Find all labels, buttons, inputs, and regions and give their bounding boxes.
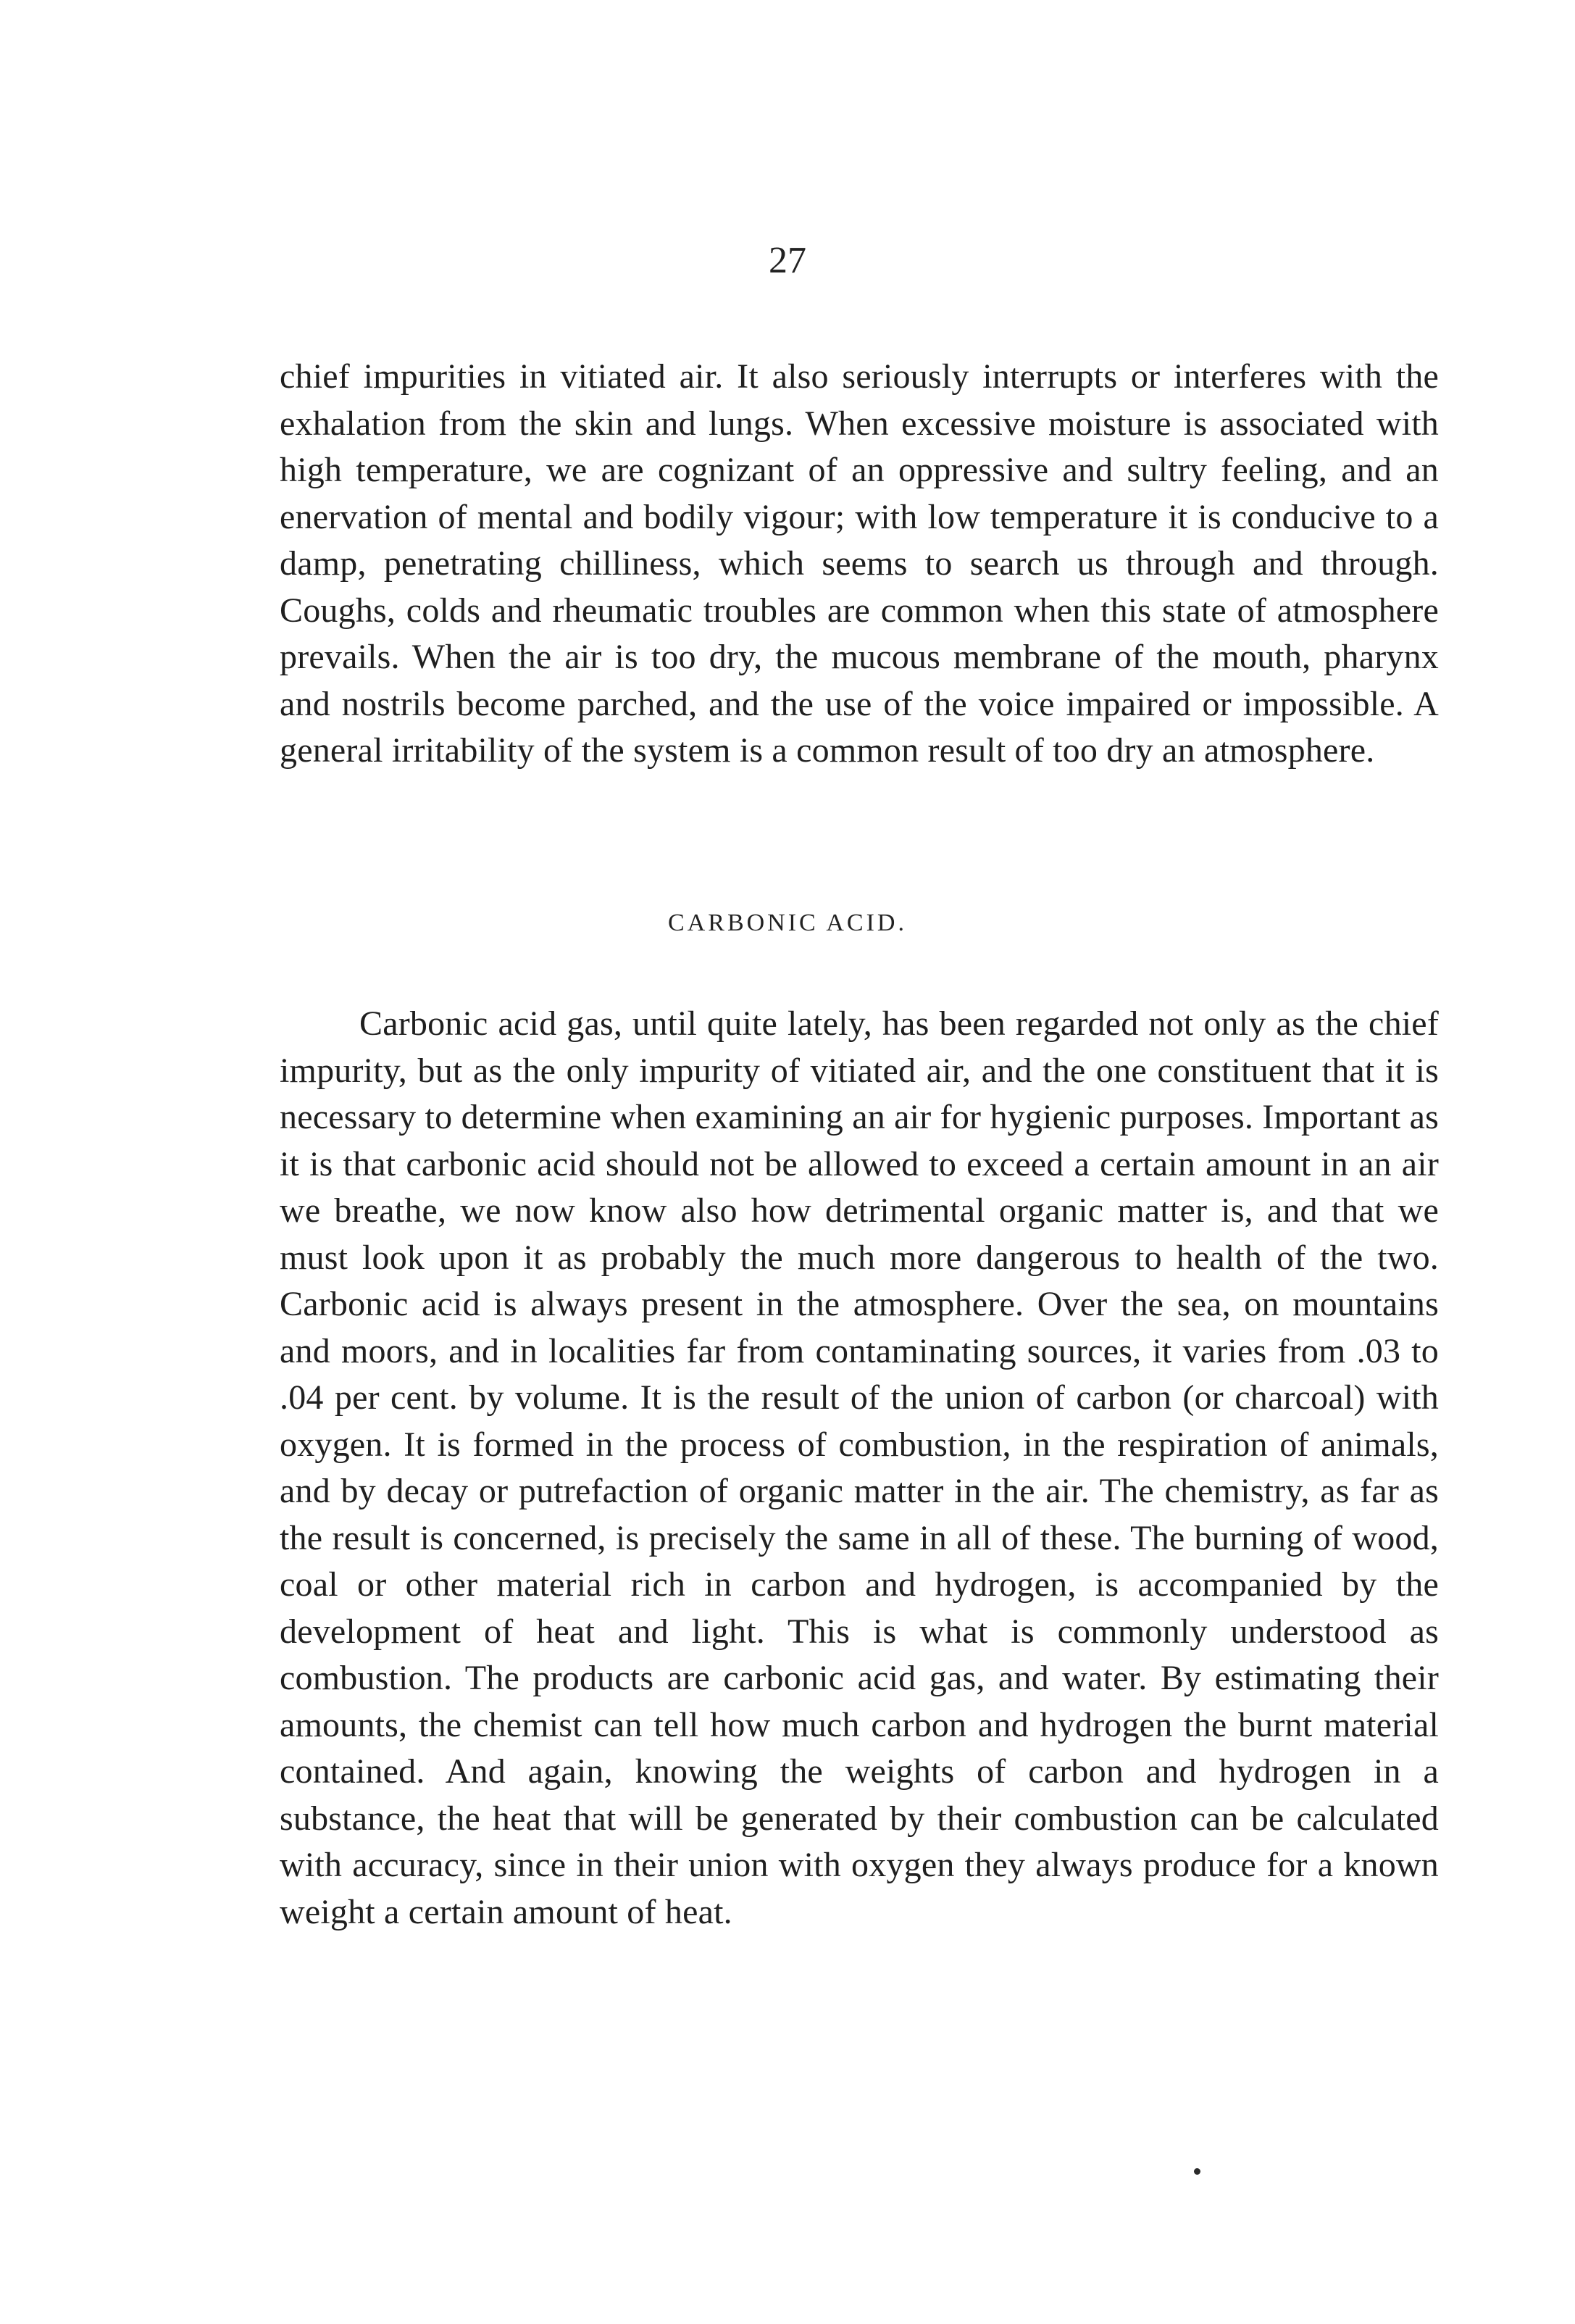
body-paragraph: chief impurities in vitiated air. It also seriously interrupts or interferes with the exhalation from the skin and lungs. When excessive moisture is associated with high temperature, we are cognizant of an oppressive and sultry feeling, and an enervation of mental and bodily vigour; with low temperature it is conducive to a damp, penetrating chilliness, which seems to search us through and through. Coughs, colds and rheumatic troubles are common when this state of atmosphere prevails. When the air is too dry, the mucous membrane of the mouth, pharynx and nostrils become parched, and the use of the voice impaired or impossible. A general irritability of the system is a common result of too dry an atmosphere. xyxy=(280,357,1439,770)
page-number: 27 xyxy=(769,240,806,281)
section-heading: CARBONIC ACID. xyxy=(668,909,907,936)
body-paragraph: Carbonic acid gas, until quite lately, has been regarded not only as the chief impurity, but as the only impurity of vitiated air, and the one constituent that it is necessary to determine when examining an air for hygienic purposes. Important as it is that carbonic acid should not be allowed to exceed a certain amount in an air we breathe, we now know also how detrimental organic matter is, and that we must look upon it as probably the much more dangerous to health of the two. Carbonic acid is always present in the atmosphere. Over the sea, on mountains and moors, and in localities far from contaminating sources, it varies from .03 to .04 per cent. by volume. It is the result of the union of carbon (or charcoal) with oxygen. It is formed in the process of combustion, in the respiration of animals, and by decay or putrefaction of organic matter in the air. The chemistry, as far as the result is concerned, is precisely the same in all of these. The burning of wood, coal or other material rich in carbon and hydrogen, is accompanied by the development of heat and light. This is what is commonly understood as combustion. The products are carbonic acid gas, and water. By estimating their amounts, the chemist can tell how much carbon and hydrogen the burnt material contained. And again, knowing the weights of carbon and hydrogen in a substance, the heat that will be generated by their combustion can be calculated with accuracy, since in their union with oxygen they always produce for a known weight a certain amount of heat. xyxy=(280,1004,1439,1931)
print-speck xyxy=(1194,2168,1200,2175)
